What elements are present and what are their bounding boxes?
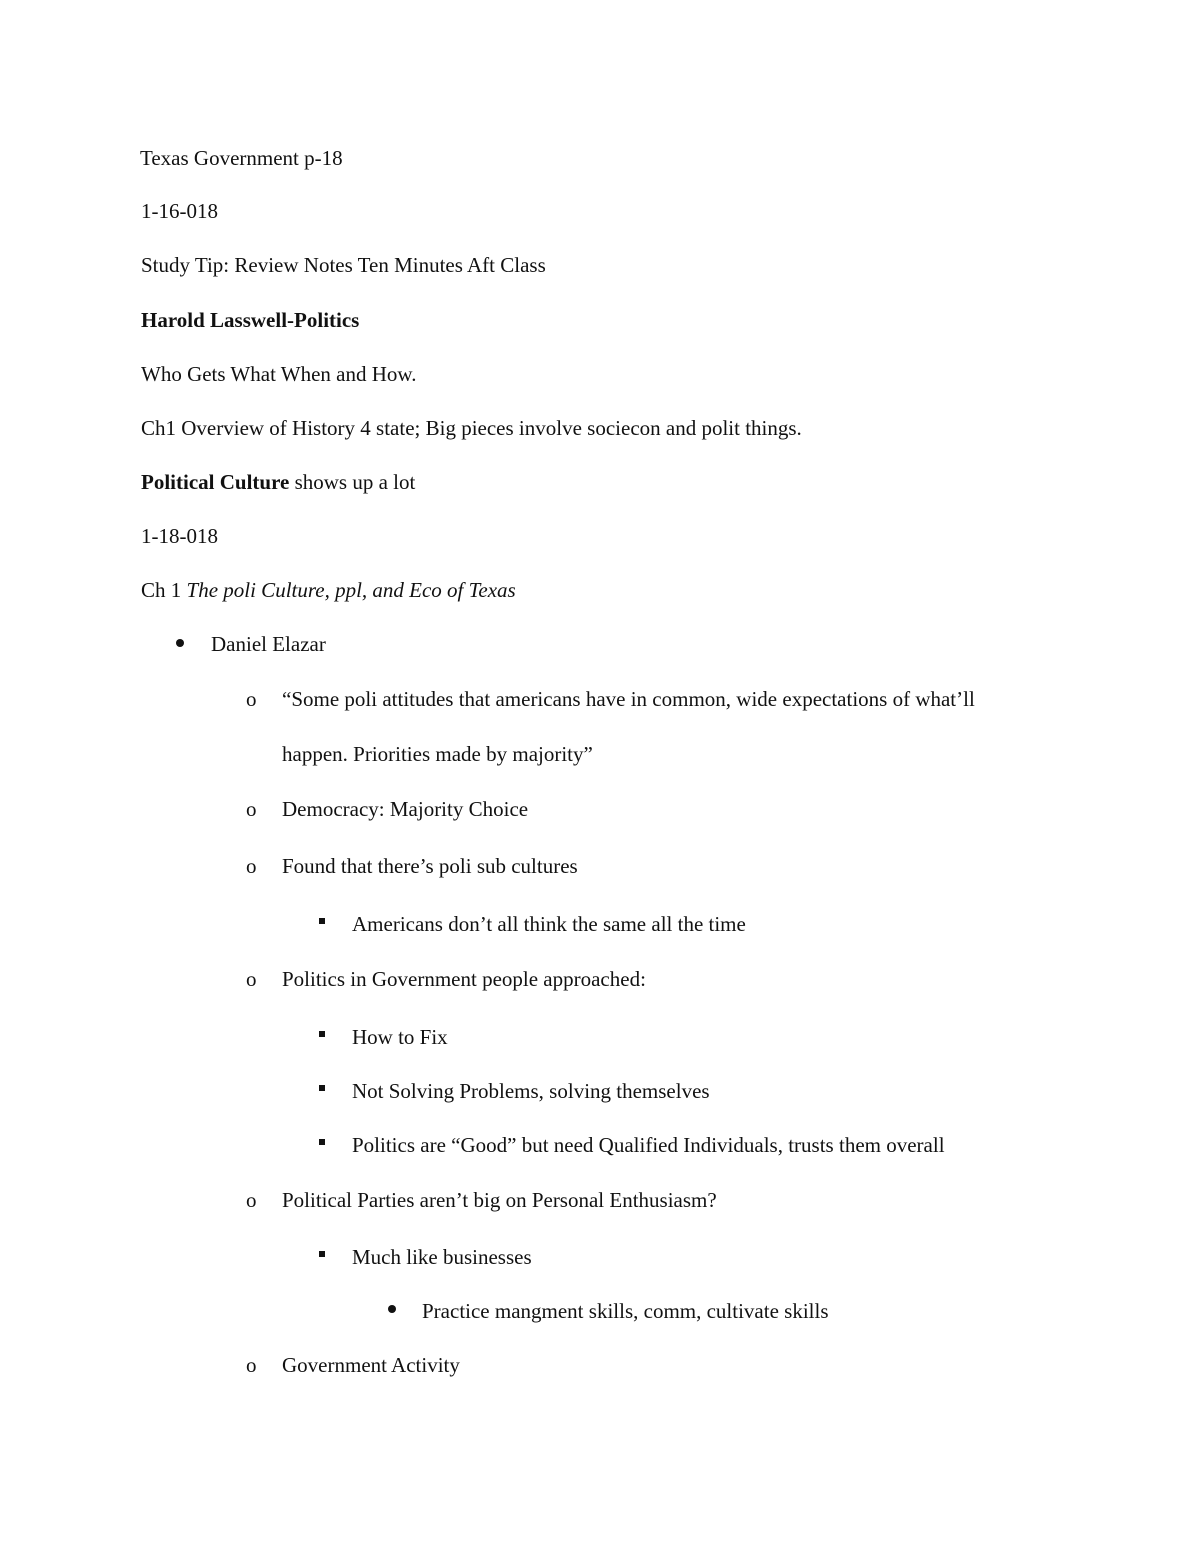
- doc-title: Texas Government p-18: [140, 146, 343, 170]
- ch1-prefix: Ch 1: [141, 578, 187, 602]
- date-2: 1-18-018: [141, 524, 218, 548]
- outline-practice-skills: Practice mangment skills, comm, cultivate skills: [422, 1299, 829, 1323]
- ch1-title-line: [141, 577, 516, 603]
- lasswell-heading: Harold Lasswell-Politics: [141, 308, 360, 332]
- outline-quote-line-1: “Some poli attitudes that americans have in common, wide expectations of what’ll: [282, 687, 975, 711]
- outline-politics-good: Politics are “Good” but need Qualified Individuals, trusts them overall: [352, 1133, 945, 1157]
- bullet-square-icon: [319, 1085, 325, 1091]
- bullet-square-icon: [319, 918, 325, 924]
- bullet-o-icon: o: [246, 687, 257, 711]
- outline-found-subcultures: Found that there’s poli sub cultures: [282, 854, 578, 878]
- outline-democracy: Democracy: Majority Choice: [282, 797, 529, 821]
- bullet-o-icon: o: [246, 967, 257, 991]
- who-gets-line: Who Gets What When and How.: [141, 362, 417, 386]
- bullet-o-icon: o: [246, 1353, 257, 1377]
- political-culture-term: Political Culture: [141, 470, 290, 494]
- outline-political-parties: Political Parties aren’t big on Personal Enthusiasm?: [282, 1188, 717, 1212]
- bullet-square-icon: [319, 1031, 325, 1037]
- ch1-title: The poli Culture, ppl, and Eco of Texas: [186, 578, 516, 602]
- outline-daniel-elazar: Daniel Elazar: [211, 632, 326, 656]
- bullet-o-icon: o: [246, 854, 257, 878]
- outline-government-activity: Government Activity: [282, 1353, 460, 1377]
- outline-americans: Americans don’t all think the same all the time: [352, 912, 746, 936]
- bullet-dot-icon: [388, 1305, 396, 1313]
- bullet-dot-icon: [176, 639, 184, 647]
- political-culture-line: [141, 469, 415, 495]
- outline-businesses: Much like businesses: [352, 1245, 532, 1269]
- bullet-square-icon: [319, 1139, 325, 1145]
- outline-quote-line-2: happen. Priorities made by majority”: [282, 742, 593, 766]
- study-tip: Study Tip: Review Notes Ten Minutes Aft Class: [141, 253, 546, 277]
- outline-not-solving: Not Solving Problems, solving themselves: [352, 1079, 710, 1103]
- outline-how-to-fix: How to Fix: [352, 1025, 448, 1049]
- date-1: 1-16-018: [141, 199, 218, 223]
- political-culture-rest: shows up a lot: [289, 470, 416, 494]
- bullet-o-icon: o: [246, 797, 257, 821]
- outline-politics-government: Politics in Government people approached:: [282, 967, 646, 991]
- bullet-square-icon: [319, 1251, 325, 1257]
- ch1-overview-line: Ch1 Overview of History 4 state; Big pieces involve sociecon and polit things.: [141, 416, 802, 440]
- bullet-o-icon: o: [246, 1188, 257, 1212]
